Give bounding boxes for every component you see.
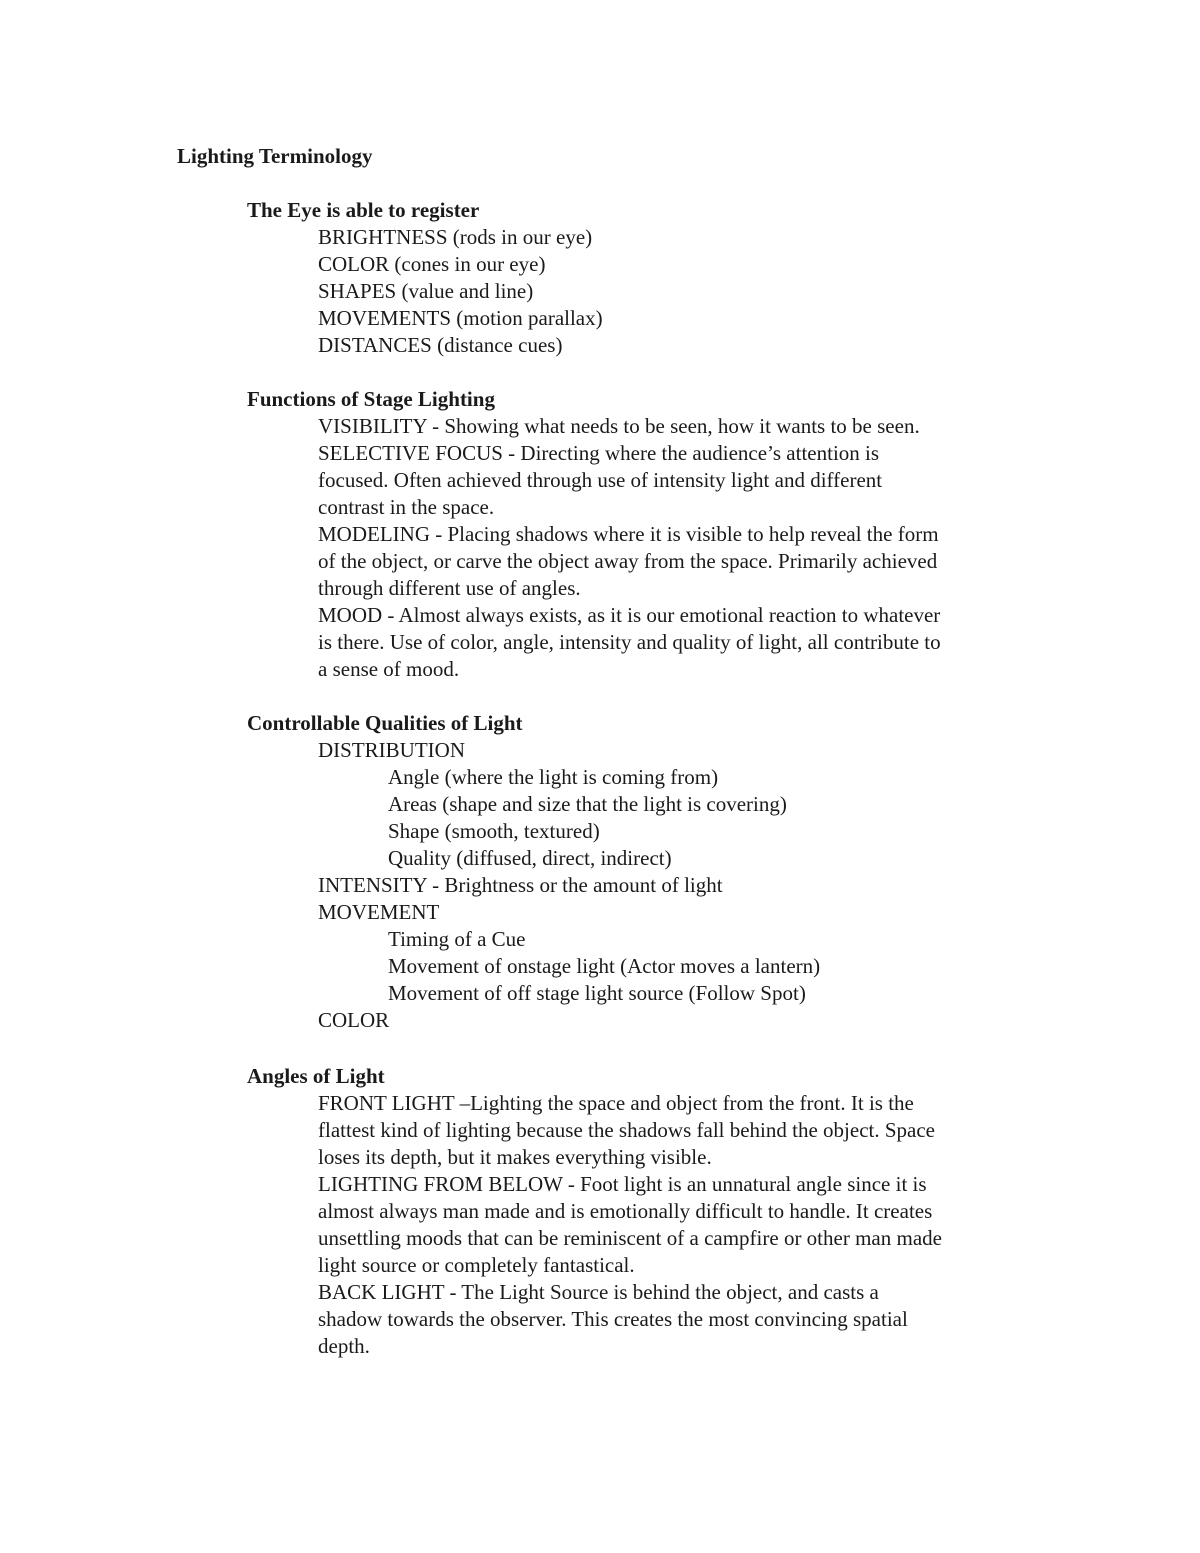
text-line: SHAPES (value and line) xyxy=(318,279,534,303)
text-line: loses its depth, but it makes everything visible. xyxy=(318,1145,712,1169)
text-line: is there. Use of color, angle, intensity and quality of light, all contribute to xyxy=(318,630,941,654)
text-line: SELECTIVE FOCUS - Directing where the audience’s attention is xyxy=(318,441,880,465)
text-line: Areas (shape and size that the light is covering) xyxy=(388,792,787,816)
text-line: shadow towards the observer. This creates the most convincing spatial xyxy=(318,1307,908,1331)
text-line: unsettling moods that can be reminiscent of a campfire or other man made xyxy=(318,1226,942,1250)
text-line: depth. xyxy=(318,1334,370,1358)
text-line: a sense of mood. xyxy=(318,657,460,681)
section-heading-angles: Angles of Light xyxy=(247,1064,385,1088)
text-line: through different use of angles. xyxy=(318,576,581,600)
text-line: COLOR xyxy=(318,1008,390,1032)
text-line: Movement of off stage light source (Follow Spot) xyxy=(388,981,806,1005)
text-line: of the object, or carve the object away from the space. Primarily achieved xyxy=(318,549,938,573)
text-line: contrast in the space. xyxy=(318,495,495,519)
text-line: Quality (diffused, direct, indirect) xyxy=(388,846,672,870)
text-line: FRONT LIGHT –Lighting the space and object from the front. It is the xyxy=(318,1091,914,1115)
text-line: flattest kind of lighting because the shadows fall behind the object. Space xyxy=(318,1118,935,1142)
section-heading-functions: Functions of Stage Lighting xyxy=(247,387,495,411)
text-line: BACK LIGHT - The Light Source is behind the object, and casts a xyxy=(318,1280,879,1304)
text-line: MOVEMENTS (motion parallax) xyxy=(318,306,603,330)
text-line: BRIGHTNESS (rods in our eye) xyxy=(318,225,593,249)
text-line: MOOD - Almost always exists, as it is our emotional reaction to whatever xyxy=(318,603,941,627)
section-heading-qualities: Controllable Qualities of Light xyxy=(247,711,523,735)
text-line: DISTRIBUTION xyxy=(318,738,465,762)
text-line: light source or completely fantastical. xyxy=(318,1253,635,1277)
text-line: COLOR (cones in our eye) xyxy=(318,252,546,276)
document-title: Lighting Terminology xyxy=(177,144,373,168)
text-line: Shape (smooth, textured) xyxy=(388,819,600,843)
section-heading-eye: The Eye is able to register xyxy=(247,198,480,222)
text-line: Angle (where the light is coming from) xyxy=(388,765,719,789)
text-line: focused. Often achieved through use of intensity light and different xyxy=(318,468,883,492)
text-line: MODELING - Placing shadows where it is visible to help reveal the form xyxy=(318,522,939,546)
text-line: MOVEMENT xyxy=(318,900,440,924)
text-line: INTENSITY - Brightness or the amount of light xyxy=(318,873,723,897)
text-line: VISIBILITY - Showing what needs to be seen, how it wants to be seen. xyxy=(318,414,920,438)
text-line: almost always man made and is emotionally difficult to handle. It creates xyxy=(318,1199,933,1223)
text-line: LIGHTING FROM BELOW - Foot light is an unnatural angle since it is xyxy=(318,1172,927,1196)
text-line: DISTANCES (distance cues) xyxy=(318,333,563,357)
text-line: Timing of a Cue xyxy=(388,927,526,951)
text-line: Movement of onstage light (Actor moves a lantern) xyxy=(388,954,821,978)
